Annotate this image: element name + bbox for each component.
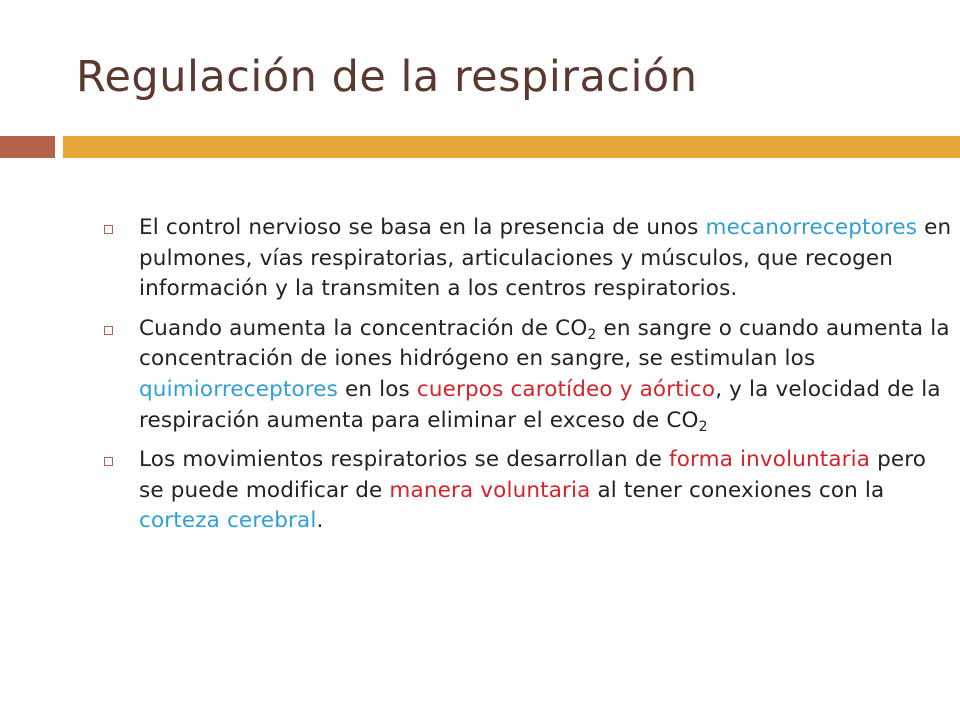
text-segment: en pulmones, vías respiratorias, articulaciones y músculos, que recogen información y la transmiten a los centros respiratorios.: [139, 215, 952, 302]
square-bullet-icon: [104, 326, 113, 335]
text-segment: en los: [338, 376, 417, 402]
square-bullet-icon: [104, 457, 113, 466]
slide-title: Regulación de la respiración: [76, 52, 698, 102]
text-segment: .: [316, 508, 324, 534]
bullet-item-respiratory-movements: [104, 445, 954, 537]
highlight-cerebral-cortex: corteza cerebral: [139, 508, 317, 534]
text-segment: al tener conexiones con la: [590, 477, 885, 503]
bullet-text: [139, 314, 954, 436]
bullet-text: [139, 445, 954, 537]
bullet-item-chemoreceptors: [104, 314, 954, 436]
title-divider-accent: [0, 136, 55, 158]
square-bullet-icon: [104, 225, 113, 234]
text-segment: en sangre o cuando aumenta la concentración de iones hidrógeno en sangre, se estimulan los: [139, 315, 950, 372]
text-segment: Los movimientos respiratorios se desarrollan de: [139, 447, 669, 473]
text-segment: El control nervioso se basa en la presencia de unos: [139, 215, 706, 240]
highlight-chemoreceptors: quimiorreceptores: [139, 376, 338, 402]
bullet-list: [104, 213, 954, 546]
text-segment: pero se puede modificar de: [139, 447, 927, 503]
text-segment: , y la velocidad de la respiración aumenta para eliminar el exceso de CO: [139, 376, 941, 433]
text-segment: Cuando aumenta la concentración de CO: [139, 315, 588, 341]
highlight-mechanoreceptors: mecanorreceptores: [705, 215, 918, 240]
highlight-voluntary: manera voluntaria: [389, 477, 591, 503]
title-divider-bar: [63, 136, 960, 158]
bullet-item-nervous-control: [104, 213, 954, 305]
subscript: 2: [587, 326, 597, 343]
highlight-carotid-aortic-bodies: cuerpos carotídeo y aórtico: [416, 376, 716, 402]
highlight-involuntary: forma involuntaria: [668, 447, 871, 473]
subscript: 2: [698, 418, 708, 435]
bullet-text: [139, 213, 954, 305]
